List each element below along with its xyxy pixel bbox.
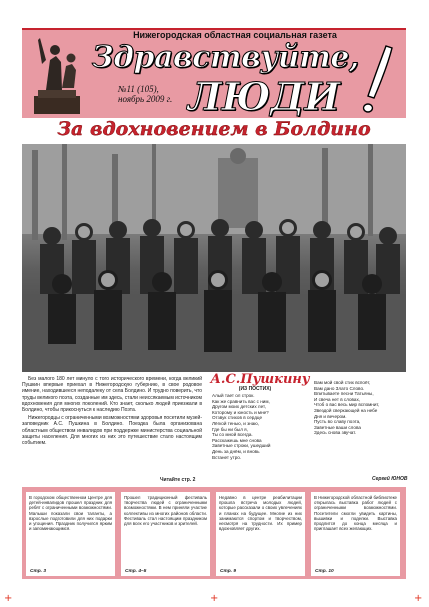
main-headline: За вдохновением в Болдино — [57, 118, 371, 140]
article-paragraph-1: Без малого 180 лет минуло с того исторического времени, когда великий Пушкин впервые приехал в Нижегородскую губернию, в свое родовое имение, находившееся неподалеку от села Болдино. И трудно поверить, что труды великого поэта, созданные им здесь, стали неиссякаемым источником вдохновения для многих поколений. Кто знает, сколько людей приезжали в Болдино, чтобы прикоснуться к наследию Поэта. — [22, 376, 202, 414]
issue-number: №11 (105), — [118, 84, 159, 94]
issue-info — [118, 84, 172, 104]
teaser-text-4: В Нижегородской областной библиотеке открылась выставка работ людей с ограниченными возможностями. Посетители смогли увидеть картины, вышивки и поделки. Выставка продлится до конца месяца и приглашает всех желающих. — [314, 495, 397, 532]
readmore-link[interactable]: Читайте стр. 2 — [160, 477, 196, 483]
teaser-card-3[interactable] — [216, 492, 305, 576]
monument-illustration — [28, 30, 86, 116]
registration-mark-left-icon: + — [4, 593, 13, 604]
registration-mark-center-icon: + — [210, 593, 219, 604]
teaser-page-1: Стр. 3 — [30, 569, 46, 574]
poem-title: А.С.Пушкину — [210, 372, 310, 387]
group-photo-illustration — [22, 144, 406, 372]
main-article — [22, 376, 202, 484]
group-photo — [22, 144, 406, 372]
teaser-card-4[interactable] — [311, 492, 400, 576]
masthead-title-line1: Здравствуйте, — [92, 40, 359, 75]
teaser-text-2: Прошел традиционный фестиваль творчества людей с ограниченными возможностями. В нем приняли участие коллективы из многих районов области. Фестиваль стал настоящим праздником для всех его участников и зрителей. — [124, 495, 207, 527]
teaser-text-1: В городском общественном Центре для детей-инвалидов прошел праздник для ребят с ограниченными возможностями. Малыши показали свои таланты, а взрослые подготовили для них подарки и угощения. Праздник получился ярким и запоминающимся. — [29, 495, 112, 532]
article-paragraph-2: Нижегородцы с ограниченными возможностями здоровья посетили музей-заповедник А.С. Пушкина в Болдино. Поездка была организована областным обществом инвалидов при поддержке министерства социальной защиты населения. Для многих из них это путешествие стало настоящим событием. — [22, 415, 202, 447]
regional-subtitle: Нижегородская областная социальная газета — [133, 30, 337, 40]
issue-date: ноябрь 2009 г. — [118, 94, 173, 104]
poem-author: Сергей ЮНОВ — [372, 476, 408, 482]
teaser-text-3: Недавно в центре реабилитации прошла встреча молодых людей, которые рассказали о своих увлечениях и планах на будущее. Многие из них занимаются спортом и творчеством, несмотря на трудности. Их пример вдохновляет других. — [219, 495, 302, 532]
teaser-page-4: Стр. 10 — [315, 569, 334, 574]
exclamation-mark — [356, 44, 396, 116]
poem-column-2: Вам мой свой стих вспоёт, Вам дано Злато Слово. Впитываете песни Татьяны, И свеча нет в словах, Чтоб о вас весь мир вспомнит, Звездой сверкающей на небе Дня и вечером. Пусть во славу поэта, Заветные ваши слова Здесь снова звучат. — [314, 380, 380, 436]
masthead-title-line2: ЛЮДИ — [188, 74, 341, 119]
registration-mark-right-icon: + — [414, 593, 423, 604]
teaser-card-1[interactable] — [26, 492, 115, 576]
poem-column-1: Алый тает ол строк. Как же сравнить вас с ним, Другом моих детских лет, Которому и юность и мне? Отзвук стихов в сердце Лёгкой тенью, и знаю, Где бы ни был я, Ты со мной всегда. Расскажешь мне снова Заветные строки, ушедший День за днём, и вновь Встанет утро. — [212, 393, 271, 460]
poem-subtitle: (ИЗ ПОСТИХ) — [238, 386, 272, 392]
teaser-page-3: Стр. 9 — [220, 569, 236, 574]
teaser-card-2[interactable] — [121, 492, 210, 576]
teaser-page-2: Стр. 4–5 — [125, 569, 147, 574]
